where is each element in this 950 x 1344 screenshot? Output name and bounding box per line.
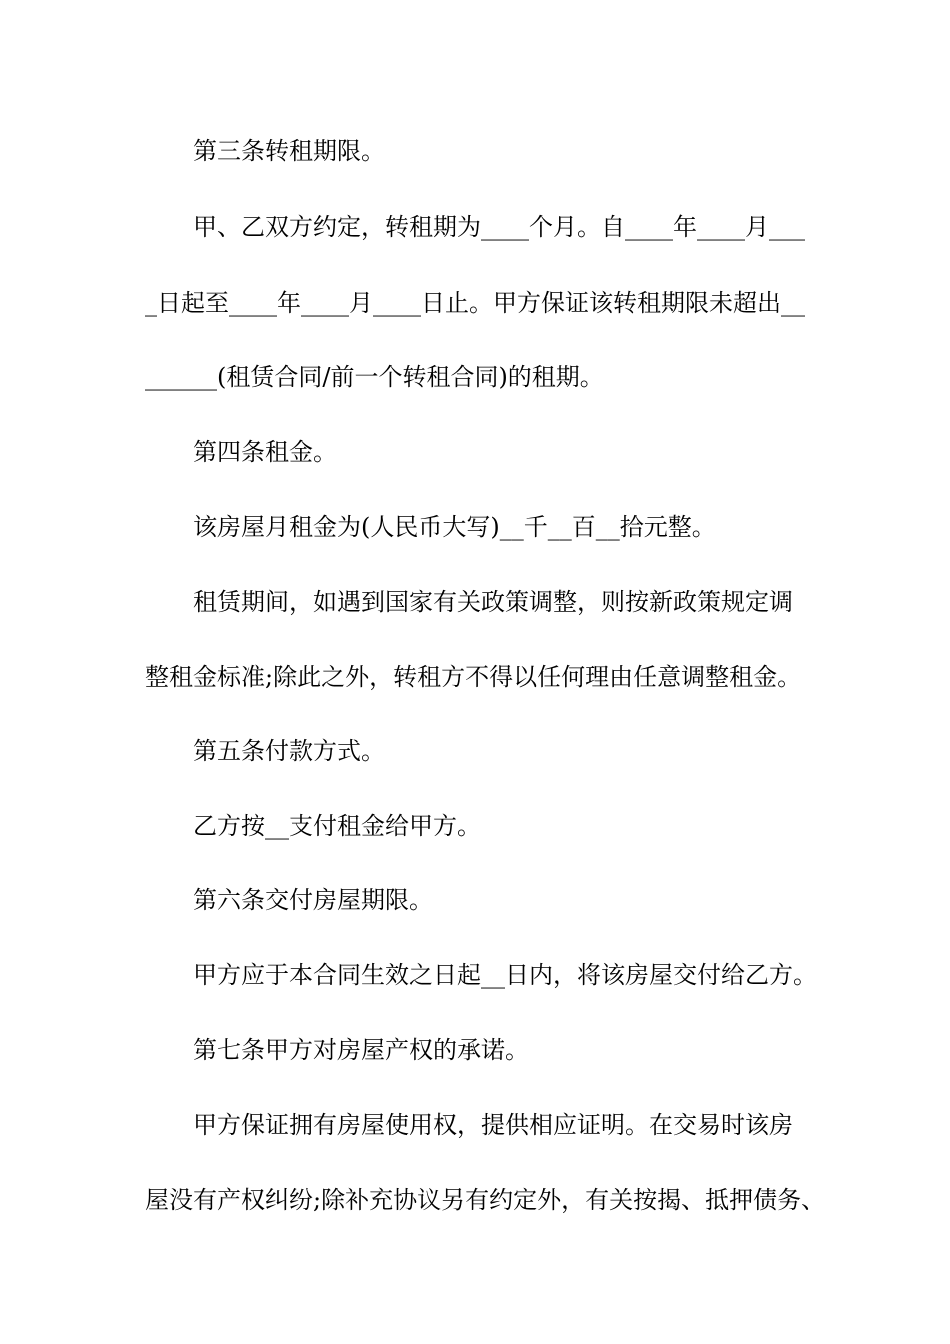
paragraph-line: 租赁期间，如遇到国家有关政策调整，则按新政策规定调 [193,588,793,616]
paragraph-line: ______(租赁合同/前一个转租合同)的租期。 [145,363,604,391]
article-3-heading: 第三条转租期限。 [193,137,385,165]
article-5-heading: 第五条付款方式。 [193,737,385,765]
paragraph-line: 乙方按__支付租金给甲方。 [193,812,481,840]
paragraph-line: 该房屋月租金为(人民币大写)__千__百__拾元整。 [193,513,716,541]
paragraph-line: 屋没有产权纠纷;除补充协议另有约定外，有关按揭、抵押债务、 [145,1186,826,1214]
article-7-heading: 第七条甲方对房屋产权的承诺。 [193,1036,529,1064]
paragraph-line: 甲方保证拥有房屋使用权，提供相应证明。在交易时该房 [193,1111,793,1139]
article-4-heading: 第四条租金。 [193,438,337,466]
paragraph-line: _日起至____年____月____日止。甲方保证该转租期限未超出__ [145,289,805,317]
paragraph-line: 整租金标准;除此之外，转租方不得以任何理由任意调整租金。 [145,663,802,691]
article-6-heading: 第六条交付房屋期限。 [193,886,433,914]
paragraph-line: 甲、乙双方约定，转租期为____个月。自____年____月___ [193,213,805,241]
paragraph-line: 甲方应于本合同生效之日起__日内，将该房屋交付给乙方。 [193,961,817,989]
